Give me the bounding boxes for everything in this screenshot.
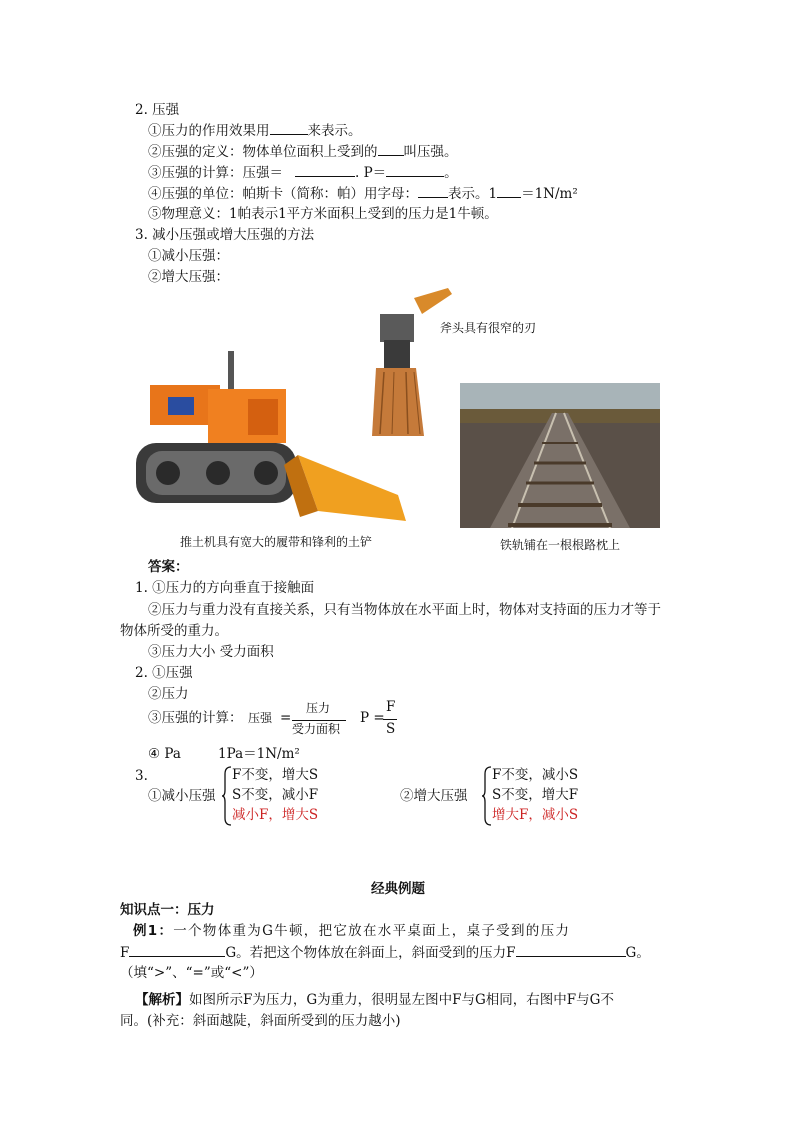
increase-pressure-label: ②增大压强 [400, 788, 468, 804]
example-1-g1: G。若把这个物体放在斜面上，斜面受到的压力F [225, 945, 516, 961]
s2-line3 [148, 162, 458, 183]
s2-line3-post: 。 [444, 165, 458, 181]
p-formula-numerator: F [386, 699, 396, 715]
answer-1-1: 1. ①压力的方向垂直于接触面 [135, 580, 315, 596]
s2-line2-pre: ②压强的定义：物体单位面积上受到的 [148, 144, 378, 160]
s2-line4-pre: ④压强的单位：帕斯卡（简称：帕）用字母： [148, 186, 418, 202]
answer-3-number: 3. [135, 768, 148, 784]
increase-item-1: F不变，减小S [492, 767, 579, 783]
answer-blank-2[interactable] [516, 942, 626, 957]
axe-caption: 斧头具有很窄的刃 [440, 321, 537, 335]
s2-line4 [148, 183, 578, 204]
p-formula-lhs: P = [360, 710, 385, 726]
formula-numerator: 压力 [306, 701, 331, 715]
answer-2-4b: 1Pa＝1N/m² [218, 746, 300, 762]
blank-4[interactable] [386, 162, 444, 177]
blank-1[interactable] [270, 120, 308, 135]
answer-1-2a: ②压力与重力没有直接关系，只有当物体放在水平面上时，物体对支持面的压力才等于 [148, 602, 661, 618]
increase-item-2: S不变，增大F [492, 787, 579, 803]
reduce-item-3: 减小F，增大S [232, 807, 319, 823]
formula-lhs: 压强 [248, 711, 273, 725]
blank-5[interactable] [418, 183, 448, 198]
analysis-label: 【解析】 [135, 992, 189, 1008]
s2-line2 [148, 141, 458, 162]
example-1-f: F [120, 945, 130, 961]
formula-denominator: 受力面积 [292, 722, 341, 736]
answer-1-3: ③压力大小 受力面积 [148, 644, 274, 660]
s2-line1-post: 来表示。 [307, 123, 362, 139]
example-1-line2 [120, 942, 650, 963]
p-formula-denominator: S [386, 721, 396, 737]
bulldozer-caption: 推土机具有宽大的履带和锋利的土铲 [180, 535, 373, 549]
section2-heading: 2. 压强 [135, 102, 180, 118]
s2-line2-post: 叫压强。 [403, 144, 458, 160]
analysis-line1 [135, 990, 614, 1010]
s2-line3-pre: ③压强的计算：压强＝ [148, 165, 283, 181]
reduce-pressure-label: ①减小压强 [148, 788, 216, 804]
answer-2-2: ②压力 [148, 686, 189, 702]
formula-eq: = [280, 710, 292, 726]
answer-2-1: 2. ①压强 [135, 665, 193, 681]
example-1-line1 [133, 921, 570, 941]
s2-line4-post: ＝1N/m² [521, 186, 578, 202]
reduce-brace [222, 766, 232, 826]
answer-blank-1[interactable] [129, 942, 225, 957]
answer-2-3: ③压强的计算： [148, 710, 243, 726]
reduce-item-1: F不变，增大S [232, 767, 319, 783]
s3-line1: ①减小压强： [148, 248, 229, 264]
blank-6[interactable] [497, 183, 521, 198]
blank-3[interactable] [295, 162, 355, 177]
knowledge-point-1: 知识点一：压力 [120, 902, 215, 918]
blank-2[interactable] [378, 141, 404, 156]
bulldozer-image [128, 345, 406, 527]
answers-label: 答案： [148, 559, 189, 575]
example-1-g2: G。 [625, 945, 650, 961]
railway-image [460, 383, 660, 528]
increase-item-3: 增大F，减小S [492, 807, 579, 823]
s2-line3-mid: . P＝ [355, 165, 387, 181]
s2-line1-pre: ①压力的作用效果用 [148, 123, 270, 139]
analysis-text: 如图所示F为压力，G为重力，很明显左图中F与G相同，右图中F与G不 [189, 992, 614, 1008]
answer-1-2b: 物体所受的重力。 [120, 623, 228, 639]
increase-brace [482, 766, 492, 826]
examples-title: 经典例题 [371, 881, 425, 897]
analysis-line2: 同。(补充：斜面越陡，斜面所受到的压力越小) [120, 1013, 401, 1029]
s2-line5: ⑤物理意义：1帕表示1平方米面积上受到的压力是1牛顿。 [148, 206, 498, 222]
example-1-label: 例1： [133, 923, 174, 939]
example-1-fill-hint: （填“>”、“=”或“<”） [120, 965, 263, 981]
s3-line2: ②增大压强： [148, 269, 229, 285]
s2-line4-mid: 表示。1 [448, 186, 498, 202]
s2-line1 [148, 120, 362, 141]
reduce-item-2: S不变，减小F [232, 787, 319, 803]
rail-caption: 铁轨铺在一根根路枕上 [500, 538, 621, 552]
section3-heading: 3. 减小压强或增大压强的方法 [135, 227, 315, 243]
answer-2-4a: ④ Pa [148, 746, 181, 762]
example-1-text: 一个物体重为G牛顿，把它放在水平桌面上，桌子受到的压力 [173, 923, 571, 939]
